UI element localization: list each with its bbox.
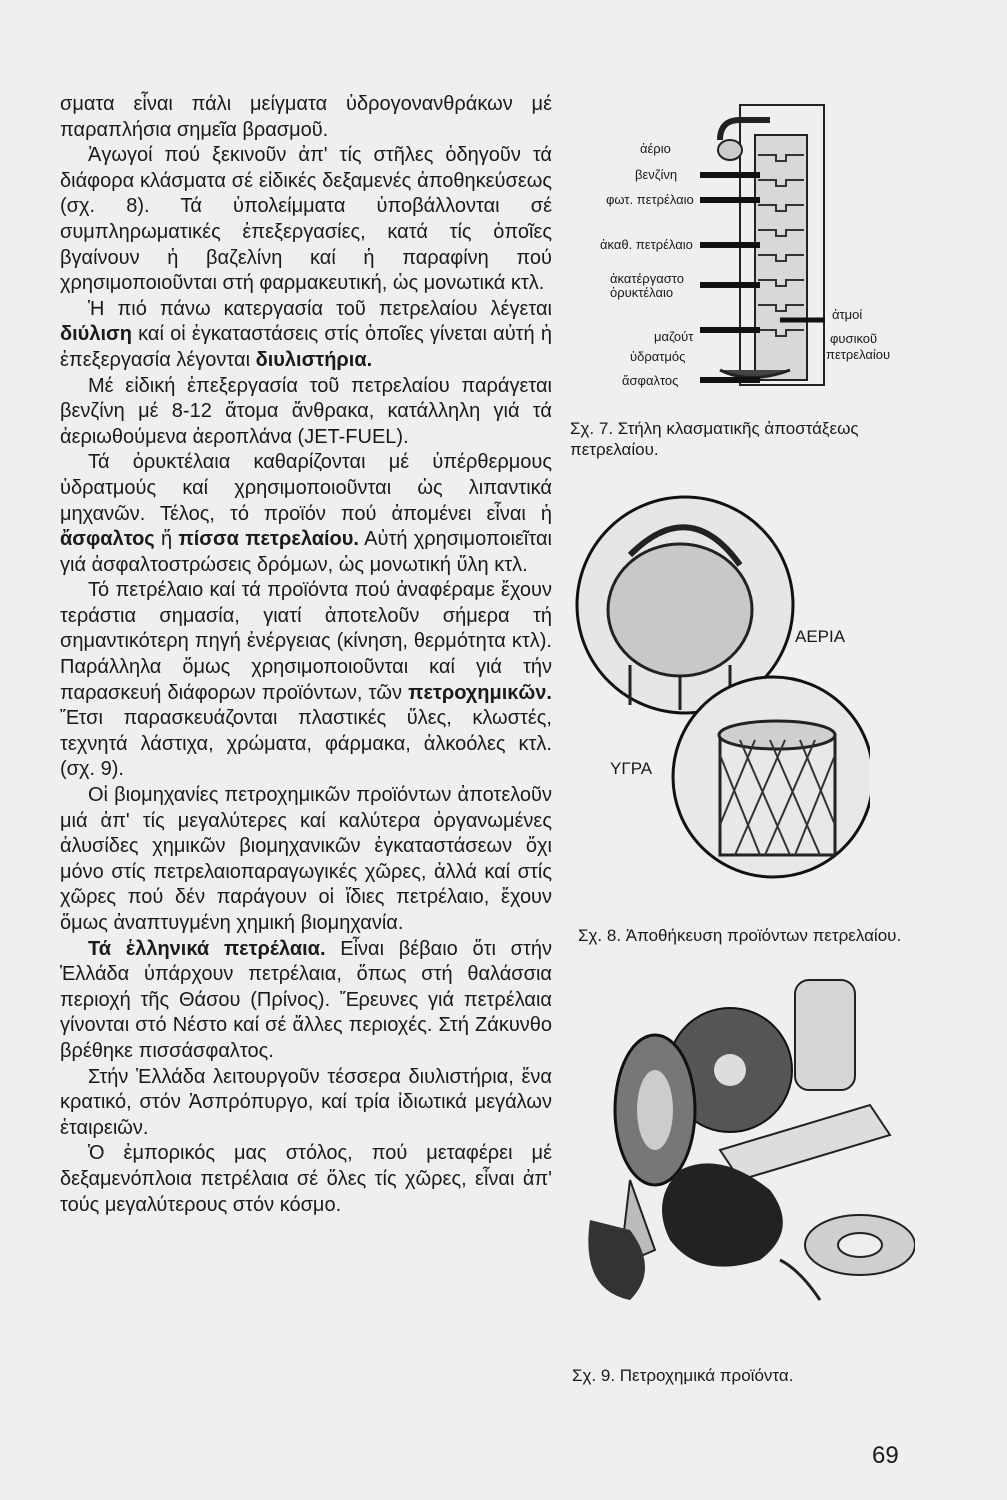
fig7-label-akath-petrelaio: ἀκαθ. πετρέλαιο bbox=[600, 237, 693, 252]
paragraph-7: Οἱ βιομηχανίες πετροχημικῶν προϊόντων ἀποτελοῦν μιά ἀπ' τίς μεγαλύτερες καί καλύτερα ὀργανωμένες ἀλυσίδες χημικῶν βιομηχανικῶν ἐγκαταστάσεων ὄχι μόνο στίς πετρελαιοπαραγωγικές χῶρες, ἀλλά καί στίς χῶρες πού δέν παράγουν οἱ ἴδιες πετρέλαιο, ἔχουν ὅμως ἀναπτυγμένη χημική βιομηχανία. bbox=[60, 784, 552, 934]
fig7-label-aerio: ἀέριο bbox=[640, 141, 671, 156]
page-number: 69 bbox=[872, 1442, 899, 1469]
paragraph-1: σματα εἶναι πάλι μείγματα ὑδρογονανθράκων μέ παραπλήσια σημεῖα βρασμοῦ. bbox=[60, 93, 552, 141]
fig8-label-aeria: ΑΕΡΙΑ bbox=[795, 627, 846, 646]
fig7-side-label-atmoi: ἀτμοί bbox=[832, 307, 863, 322]
fig8-storage-tanks-drawing bbox=[570, 495, 870, 885]
fig7-label-mazout: μαζούτ bbox=[654, 329, 694, 344]
paragraph-10: Ὁ ἐμπορικός μας στόλος, πού μεταφέρει μέ δεξαμενόπλοια πετρέλαια σέ ὅλες τίς χῶρες, εἶναι ἀπ' τούς μεγαλύτερους στόν κόσμο. bbox=[60, 1142, 552, 1216]
text-span: καί οἱ ἐγκαταστάσεις στίς ὁποῖες γίνεται αὐτή ἡ ἐπεξεργασία λέγονται bbox=[60, 323, 552, 371]
fig9-petrochemical-products-drawing bbox=[570, 970, 915, 1340]
fig8-caption: Σχ. 8. Ἀποθήκευση προϊόντων πετρελαίου. bbox=[578, 926, 902, 945]
text-span: Ἡ πιό πάνω κατεργασία τοῦ πετρελαίου λέγεται bbox=[88, 297, 552, 320]
text-span: Αὐτή χρησιμοποιεῖται γιά ἀσφαλτοστρώσεις δρόμων, ὡς μονωτική ὕλη κτλ. bbox=[60, 528, 552, 576]
paragraph-4: Μέ εἰδική ἐπεξεργασία τοῦ πετρελαίου παράγεται βενζίνη μέ 8-12 ἄτομα ἄνθρακα, κατάλληλη γιά τά ἀεριωθούμενα ἀεροπλάνα (JET-FUEL). bbox=[60, 374, 552, 448]
paragraph-2: Ἀγωγοί πού ξεκινοῦν ἀπ' τίς στῆλες ὁδηγοῦν τά διάφορα κλάσματα σέ εἰδικές δεξαμενές ἀποθηκεύσεως (σχ. 8). Τά ὑπολείμματα ὑποβάλλονται σέ συμπληρωματικές ἐπεξεργασίες, κατά τίς ὁποῖες βγαίνουν ἡ βαζελίνη καί ἡ παραφίνη πού χρησιμοποιοῦνται στή φαρμακευτική, ὡς μονωτικά κτλ. bbox=[60, 144, 552, 295]
fig7-label-venzini: βενζίνη bbox=[635, 167, 678, 182]
fig7-caption: Σχ. 7. Στήλη κλασματικῆς ἀποστάξεως πετρελαίου. bbox=[570, 419, 859, 459]
main-text-column bbox=[60, 92, 552, 1218]
text-span: Εἶναι βέβαιο ὅτι στήν Ἑλλάδα ὑπάρχουν πετρέλαια, ὅπως στή θαλάσσια περιοχή τῆς Θάσου (Πρίνος). Ἔρευνες γιά πετρέλαια γίνονται στό Νέστο καί σέ ἄλλες περιοχές. Στή Ζάκυνθο βρέθηκε πισσάσφαλτος. bbox=[60, 937, 552, 1062]
term-pissa: πίσσα πετρελαίου. bbox=[178, 528, 359, 551]
text-span: Ἔτσι παρασκευάζονται πλαστικές ὕλες, κλωστές, τεχνητά λάστιχα, χρώματα, φάρμακα, ἀλκοόλες κτλ. (σχ. 9). bbox=[60, 707, 552, 781]
paragraph-6 bbox=[60, 578, 552, 783]
fig7-distillation-column-drawing bbox=[700, 100, 830, 390]
term-diylisi: διύλιση bbox=[60, 323, 132, 346]
paragraph-8 bbox=[60, 937, 552, 1065]
fig7-label-fot-petrelaio: φωτ. πετρέλαιο bbox=[606, 192, 694, 207]
term-diylistiria: διυλιστήρια. bbox=[255, 348, 373, 371]
fig7-side-label-fysikou: φυσικοῦ bbox=[830, 331, 878, 346]
section-heading-greek-oil: Τά ἑλληνικά πετρέλαια. bbox=[88, 937, 326, 960]
fig7-label-asfaltos: ἄσφαλτος bbox=[622, 373, 679, 388]
paragraph-3 bbox=[60, 297, 552, 374]
fig7-side-label-petrelaiou: πετρελαίου bbox=[826, 347, 891, 362]
text-span: Τό πετρέλαιο καί τά προϊόντα πού ἀναφέραμε ἔχουν τεράστια σημασία, γιατί ἀποτελοῦν σήμερα τή σημαντικότερη πηγή ἐνέργειας (κίνηση, θερμότητα κτλ). Παράλληλα ὅμως χρησιμοποιοῦνται καί γιά τήν παρασκευή διάφορων προϊόντων, τῶν bbox=[60, 579, 552, 704]
term-petroximika: πετροχημικῶν. bbox=[408, 681, 552, 704]
text-span: ἤ bbox=[154, 528, 179, 551]
text-span: Τά ὀρυκτέλαια καθαρίζονται μέ ὑπέρθερμους ὑδρατμούς καί χρησιμοποιοῦνται ὡς λιπαντικά μηχανῶν. Τέλος, τό προϊόν πού ἀπομένει εἶναι ἡ bbox=[60, 451, 552, 525]
paragraph-5 bbox=[60, 450, 552, 578]
fig7-label-akatergasto: ἀκατέργαστο bbox=[610, 271, 684, 286]
paragraph-9: Στήν Ἑλλάδα λειτουργοῦν τέσσερα διυλιστήρια, ἕνα κρατικό, στόν Ἀσπρόπυργο, καί τρία ἰδιωτικά μεγάλων ἑταιρειῶν. bbox=[60, 1065, 552, 1139]
fig7-label-oryktelaio: ὀρυκτέλαιο bbox=[610, 285, 674, 300]
fig9-caption: Σχ. 9. Πετροχημικά προϊόντα. bbox=[572, 1366, 794, 1385]
fig7-label-ydratmos: ὑδρατμός bbox=[630, 349, 686, 364]
term-asfaltos: ἄσφαλτος bbox=[60, 528, 155, 551]
fig8-label-ygra: ΥΓΡΑ bbox=[610, 759, 653, 778]
